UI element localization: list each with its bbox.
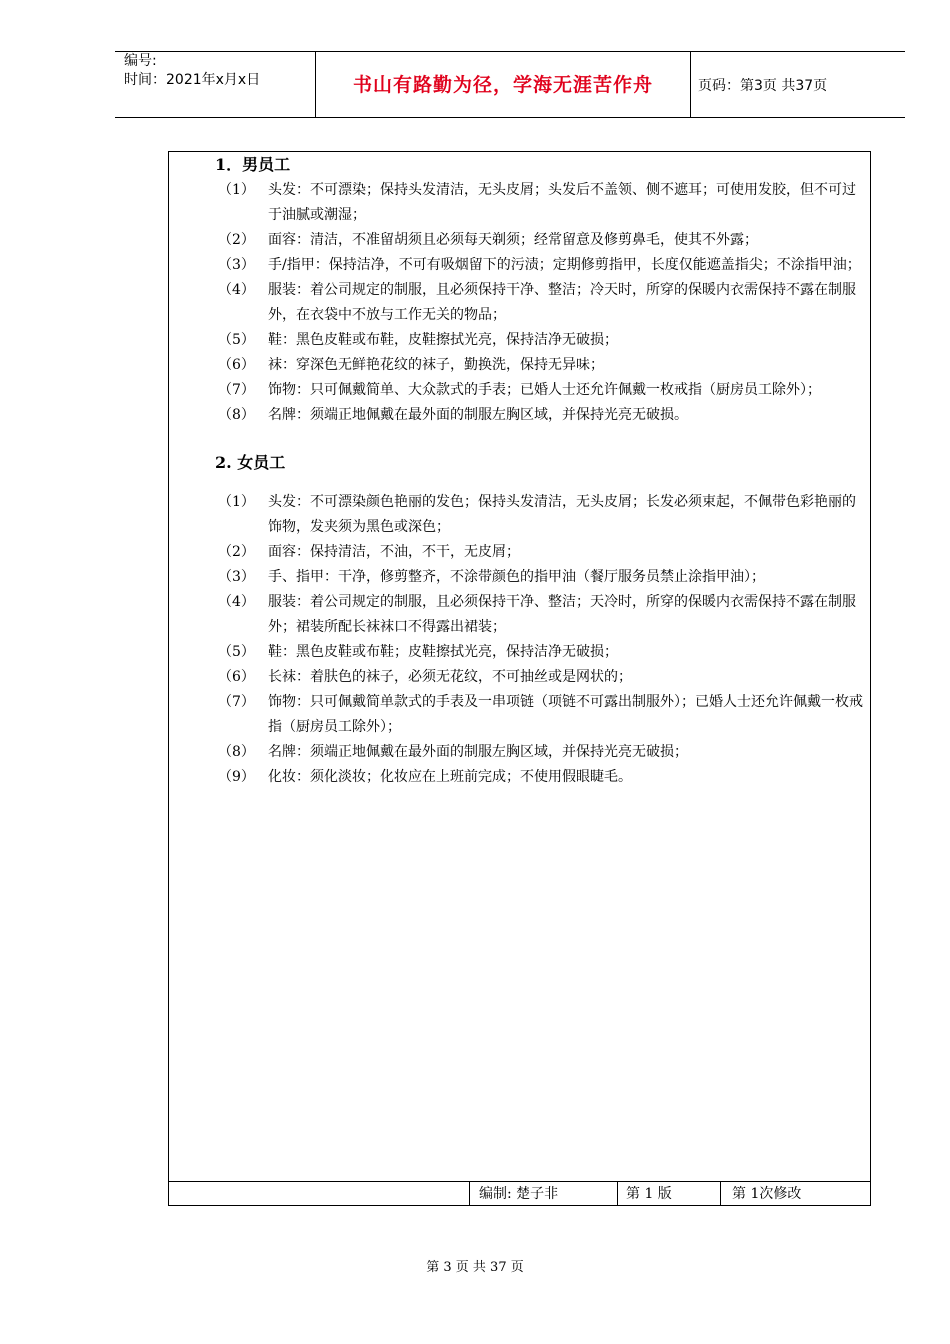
item-text: 手、指甲：干净，修剪整齐，不涂带颜色的指甲油（餐厅服务员禁止涂指甲油）； <box>268 569 765 585</box>
list-item <box>215 253 865 278</box>
list-item <box>215 565 865 590</box>
footer-revision: 第 1次修改 <box>732 1186 802 1202</box>
list-item <box>215 765 865 790</box>
item-number: （1） <box>218 182 255 198</box>
item-text: 化妆：须化淡妆；化妆应在上班前完成；不使用假眼睫毛。 <box>268 769 632 785</box>
doc-number-label: 编号: <box>124 53 157 69</box>
list-item <box>215 178 865 228</box>
header-motto: 书山有路勤为径，学海无涯苦作舟 <box>352 74 653 96</box>
item-number: （9） <box>218 769 255 785</box>
footer-divider <box>469 1182 470 1206</box>
item-text: 袜：穿深色无鲜艳花纹的袜子，勤换洗，保持无异味； <box>268 357 604 373</box>
box-footer-row <box>168 1181 871 1206</box>
item-text: 饰物：只可佩戴简单、大众款式的手表；已婚人士还允许佩戴一枚戒指（厨房员工除外）； <box>268 382 821 398</box>
item-number: （2） <box>218 232 255 248</box>
item-number: （5） <box>218 644 255 660</box>
list-item <box>215 740 865 765</box>
doc-time-label: 时间：2021年x月x日 <box>124 72 261 88</box>
footer-divider <box>617 1182 618 1206</box>
list-item <box>215 403 865 428</box>
item-text: 鞋：黑色皮鞋或布鞋，皮鞋擦拭光亮，保持洁净无破损； <box>268 332 618 348</box>
item-text: 面容：保持清洁，不油，不干，无皮屑； <box>268 544 520 560</box>
item-number: （1） <box>218 494 255 510</box>
header-page-label: 页码：第3页 共37页 <box>698 78 828 94</box>
item-text: 服装：着公司规定的制服，且必须保持干净、整洁；冷天时，所穿的保暖内衣需保持不露在制服外，在衣袋中不放与工作无关的物品； <box>268 282 856 323</box>
header-divider-right <box>690 51 691 117</box>
item-number: （3） <box>218 257 255 273</box>
item-text: 头发：不可漂染；保持头发清洁，无头皮屑；头发后不盖领、侧不遮耳；可使用发胶，但不可过于油腻或潮湿； <box>268 182 856 223</box>
list-item <box>215 328 865 353</box>
item-text: 鞋：黑色皮鞋或布鞋；皮鞋擦拭光亮，保持洁净无破损； <box>268 644 618 660</box>
item-number: （2） <box>218 544 255 560</box>
list-item <box>215 690 865 740</box>
item-text: 面容：清洁，不准留胡须且必须每天剃须；经常留意及修剪鼻毛，使其不外露； <box>268 232 758 248</box>
footer-version: 第 1 版 <box>626 1186 672 1202</box>
item-number: （8） <box>218 407 255 423</box>
item-number: （7） <box>218 382 255 398</box>
list-item <box>215 540 865 565</box>
item-number: （4） <box>218 282 255 298</box>
item-text: 名牌：须端正地佩戴在最外面的制服左胸区域，并保持光亮无破损； <box>268 744 688 760</box>
item-text: 名牌：须端正地佩戴在最外面的制服左胸区域，并保持光亮无破损。 <box>268 407 688 423</box>
header-bottom-rule <box>115 117 905 118</box>
page-footer: 第 3 页 共 37 页 <box>426 1260 524 1275</box>
list-item <box>215 353 865 378</box>
item-text: 饰物：只可佩戴简单款式的手表及一串项链（项链不可露出制服外）；已婚人士还允许佩戴一枚戒指（厨房员工除外）； <box>268 694 863 735</box>
list-item <box>215 665 865 690</box>
item-text: 服装：着公司规定的制服，且必须保持干净、整洁；天冷时，所穿的保暖内衣需保持不露在制服外；裙装所配长袜袜口不得露出裙装； <box>268 594 856 635</box>
item-number: （6） <box>218 357 255 373</box>
item-text: 手/指甲：保持洁净，不可有吸烟留下的污渍；定期修剪指甲，长度仅能遮盖指尖；不涂指甲油； <box>268 257 861 273</box>
item-number: （7） <box>218 694 255 710</box>
item-number: （3） <box>218 569 255 585</box>
item-text: 长袜：着肤色的袜子，必须无花纹，不可抽丝或是网状的； <box>268 669 632 685</box>
item-number: （4） <box>218 594 255 610</box>
list-item <box>215 228 865 253</box>
section-heading: 2. 女员工 <box>215 453 286 472</box>
item-text: 头发：不可漂染颜色艳丽的发色；保持头发清洁，无头皮屑；长发必须束起，不佩带色彩艳丽的饰物，发夹须为黑色或深色； <box>268 494 856 535</box>
section-heading: 1．男员工 <box>215 155 291 174</box>
list-item <box>215 590 865 640</box>
item-number: （6） <box>218 669 255 685</box>
footer-editor: 编制: 楚子非 <box>479 1186 559 1202</box>
list-item <box>215 378 865 403</box>
list-item <box>215 490 865 540</box>
content-body <box>215 152 865 790</box>
footer-divider <box>720 1182 721 1206</box>
item-number: （5） <box>218 332 255 348</box>
item-number: （8） <box>218 744 255 760</box>
list-item <box>215 640 865 665</box>
list-item <box>215 278 865 328</box>
header-meta <box>124 52 260 90</box>
